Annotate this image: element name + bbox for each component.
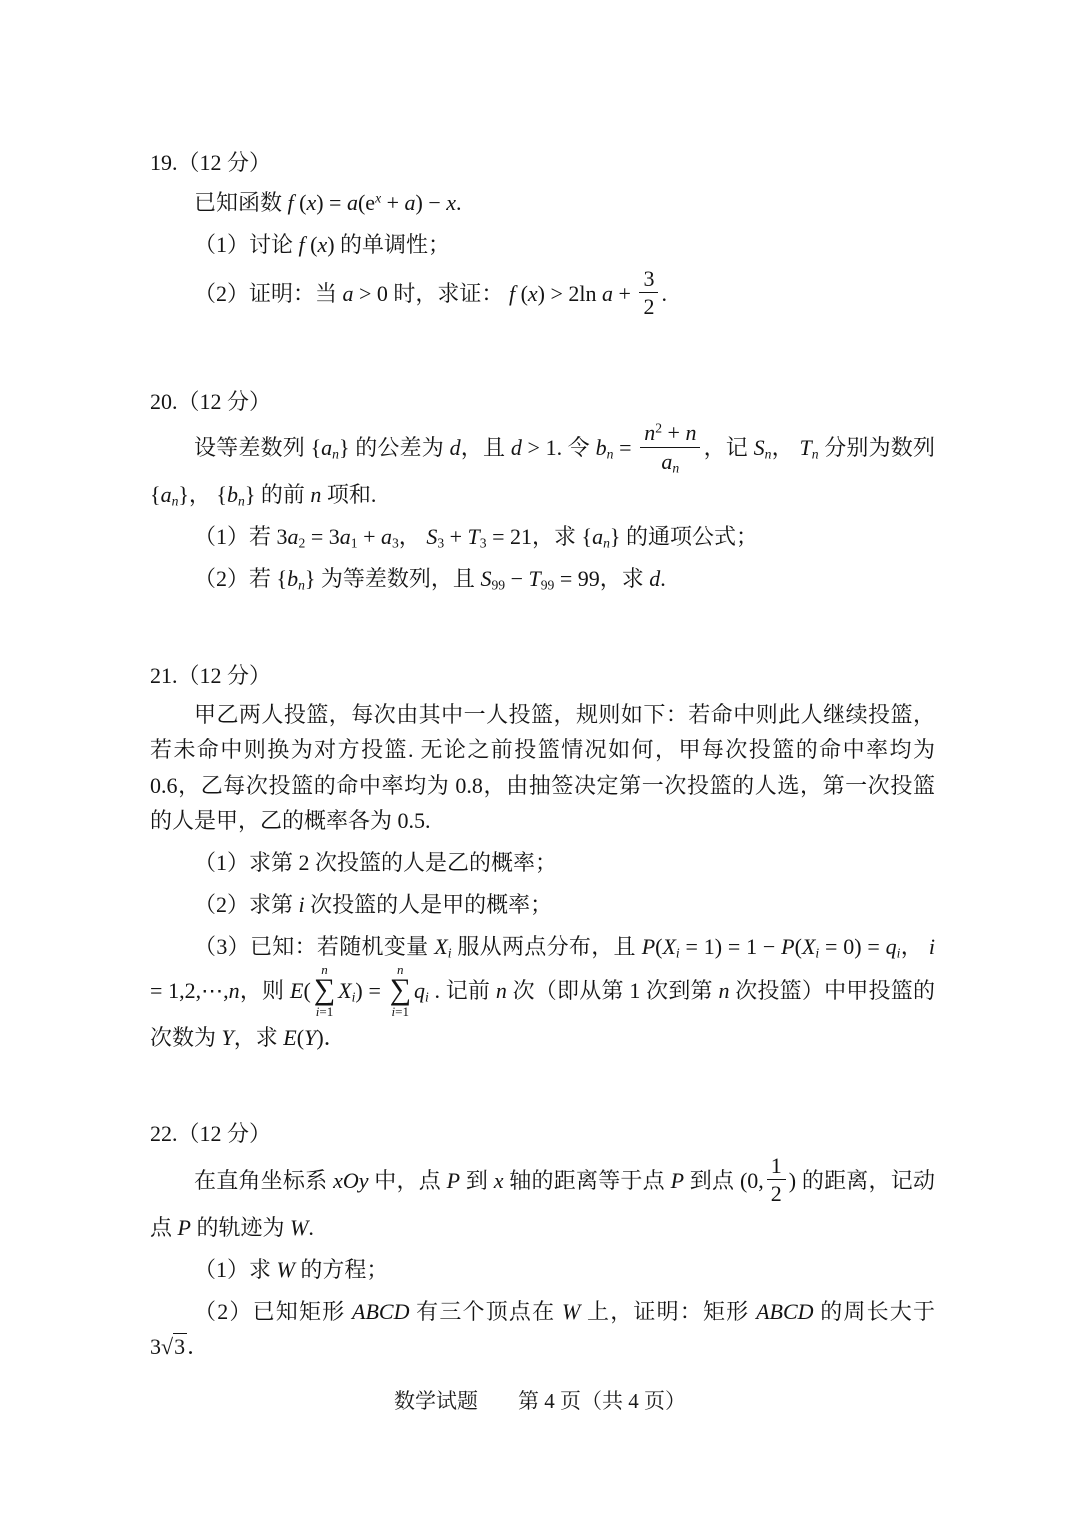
square-root: √3 — [161, 1334, 186, 1360]
problem-paragraph: 已知函数 f $(x) = a(e^x + a) - x$. — [194, 189, 462, 215]
problem-21 — [150, 661, 935, 1056]
problem-paragraph: （1）求第 2 次投篮的人是乙的概率； — [194, 849, 558, 875]
page-footer — [0, 1385, 1080, 1415]
problem-number: 22.（12 分） — [150, 1121, 272, 1147]
fraction: $\frac{n^2 + n}{a_n}$ — [640, 420, 700, 474]
problem-paragraph: 在直角坐标系 xOy 中，点 P 到 x 轴的距离等于点 P 到点 (0, $\frac{1}{2}$ ) 的距离，记动点 P 的轨迹为 W. — [150, 1153, 935, 1240]
fraction: $\frac{3}{2}$ — [639, 266, 658, 320]
problem-number: 20.（12 分） — [150, 388, 272, 414]
summation-symbol: n ∑ i=1 — [389, 961, 411, 1019]
problem-paragraph: （2）证明：当 a > 0 时，求证： f (x) > 2ln a + $\frac{3}{2}$ . — [194, 266, 667, 320]
page-number: 第 4 页（共 4 页） — [518, 1389, 686, 1413]
problem-paragraph: （1）讨论 f (x) 的单调性； — [194, 231, 451, 257]
problem-paragraph: 设等差数列 $\{a_n\}$ 的公差为 d，且 d > 1. 令 $b_n$ = $\frac{n^2 + n}{a_n}$ ，记 $S_n$， $T_n$ 分别为数列 $\{a_n\}$， $\{b_n\}$ 的前 n 项和. — [150, 420, 935, 509]
problem-paragraph: （2）求第 i 次投篮的人是甲的概率； — [194, 892, 553, 918]
problems-container — [150, 148, 935, 1365]
problem-paragraph: （1）求 W 的方程； — [194, 1256, 389, 1282]
problem-20 — [150, 387, 935, 597]
summation-symbol: n ∑ i=1 — [313, 961, 336, 1019]
problem-22 — [150, 1119, 935, 1364]
doc-title: 数学试题 — [394, 1389, 478, 1413]
problem-number: 21.（12 分） — [150, 662, 272, 688]
problem-paragraph: （1）若 $3a_2 = 3a_1 + a_3$， $S_3 + T_3 = 21$，求 $\{a_n\}$ 的通项公式； — [194, 524, 758, 551]
fraction: $\frac{1}{2}$ — [767, 1153, 786, 1207]
problem-number: 19.（12 分） — [150, 150, 272, 175]
problem-19 — [150, 148, 935, 323]
problem-paragraph: 甲乙两人投篮，每次由其中一人投篮，规则如下：若命中则此人继续投篮，若未命中则换为对方投篮. 无论之前投篮情况如何，甲每次投篮的命中率均为 0.6，乙每次投篮的命中率均为 0.8，由抽签决定第一次投篮的人选，第一次投篮的人是甲，乙的概率各为 0.5. — [150, 702, 935, 833]
problem-paragraph: （2）已知矩形 ABCD 有三个顶点在 W 上，证明：矩形 ABCD 的周长大于 3√3． — [150, 1299, 935, 1360]
problem-paragraph: （3）已知：若随机变量 $X_i$ 服从两点分布，且 $P(X_i = 1) = 1 - P(X_i = 0) = q_i$， i = 1,2,⋯,n，则 E( n ∑ i=1 $X_i$) = n ∑ i=1 $q_i$ . 记前 n 次（即从第 1 次到第 n 次投篮）中甲投篮的次数为 Y，求 E(Y)． — [150, 934, 935, 1051]
problem-paragraph: （2）若 $\{b_n\}$ 为等差数列，且 $S_{99} - T_{99} = 99$，求 d. — [194, 566, 666, 593]
